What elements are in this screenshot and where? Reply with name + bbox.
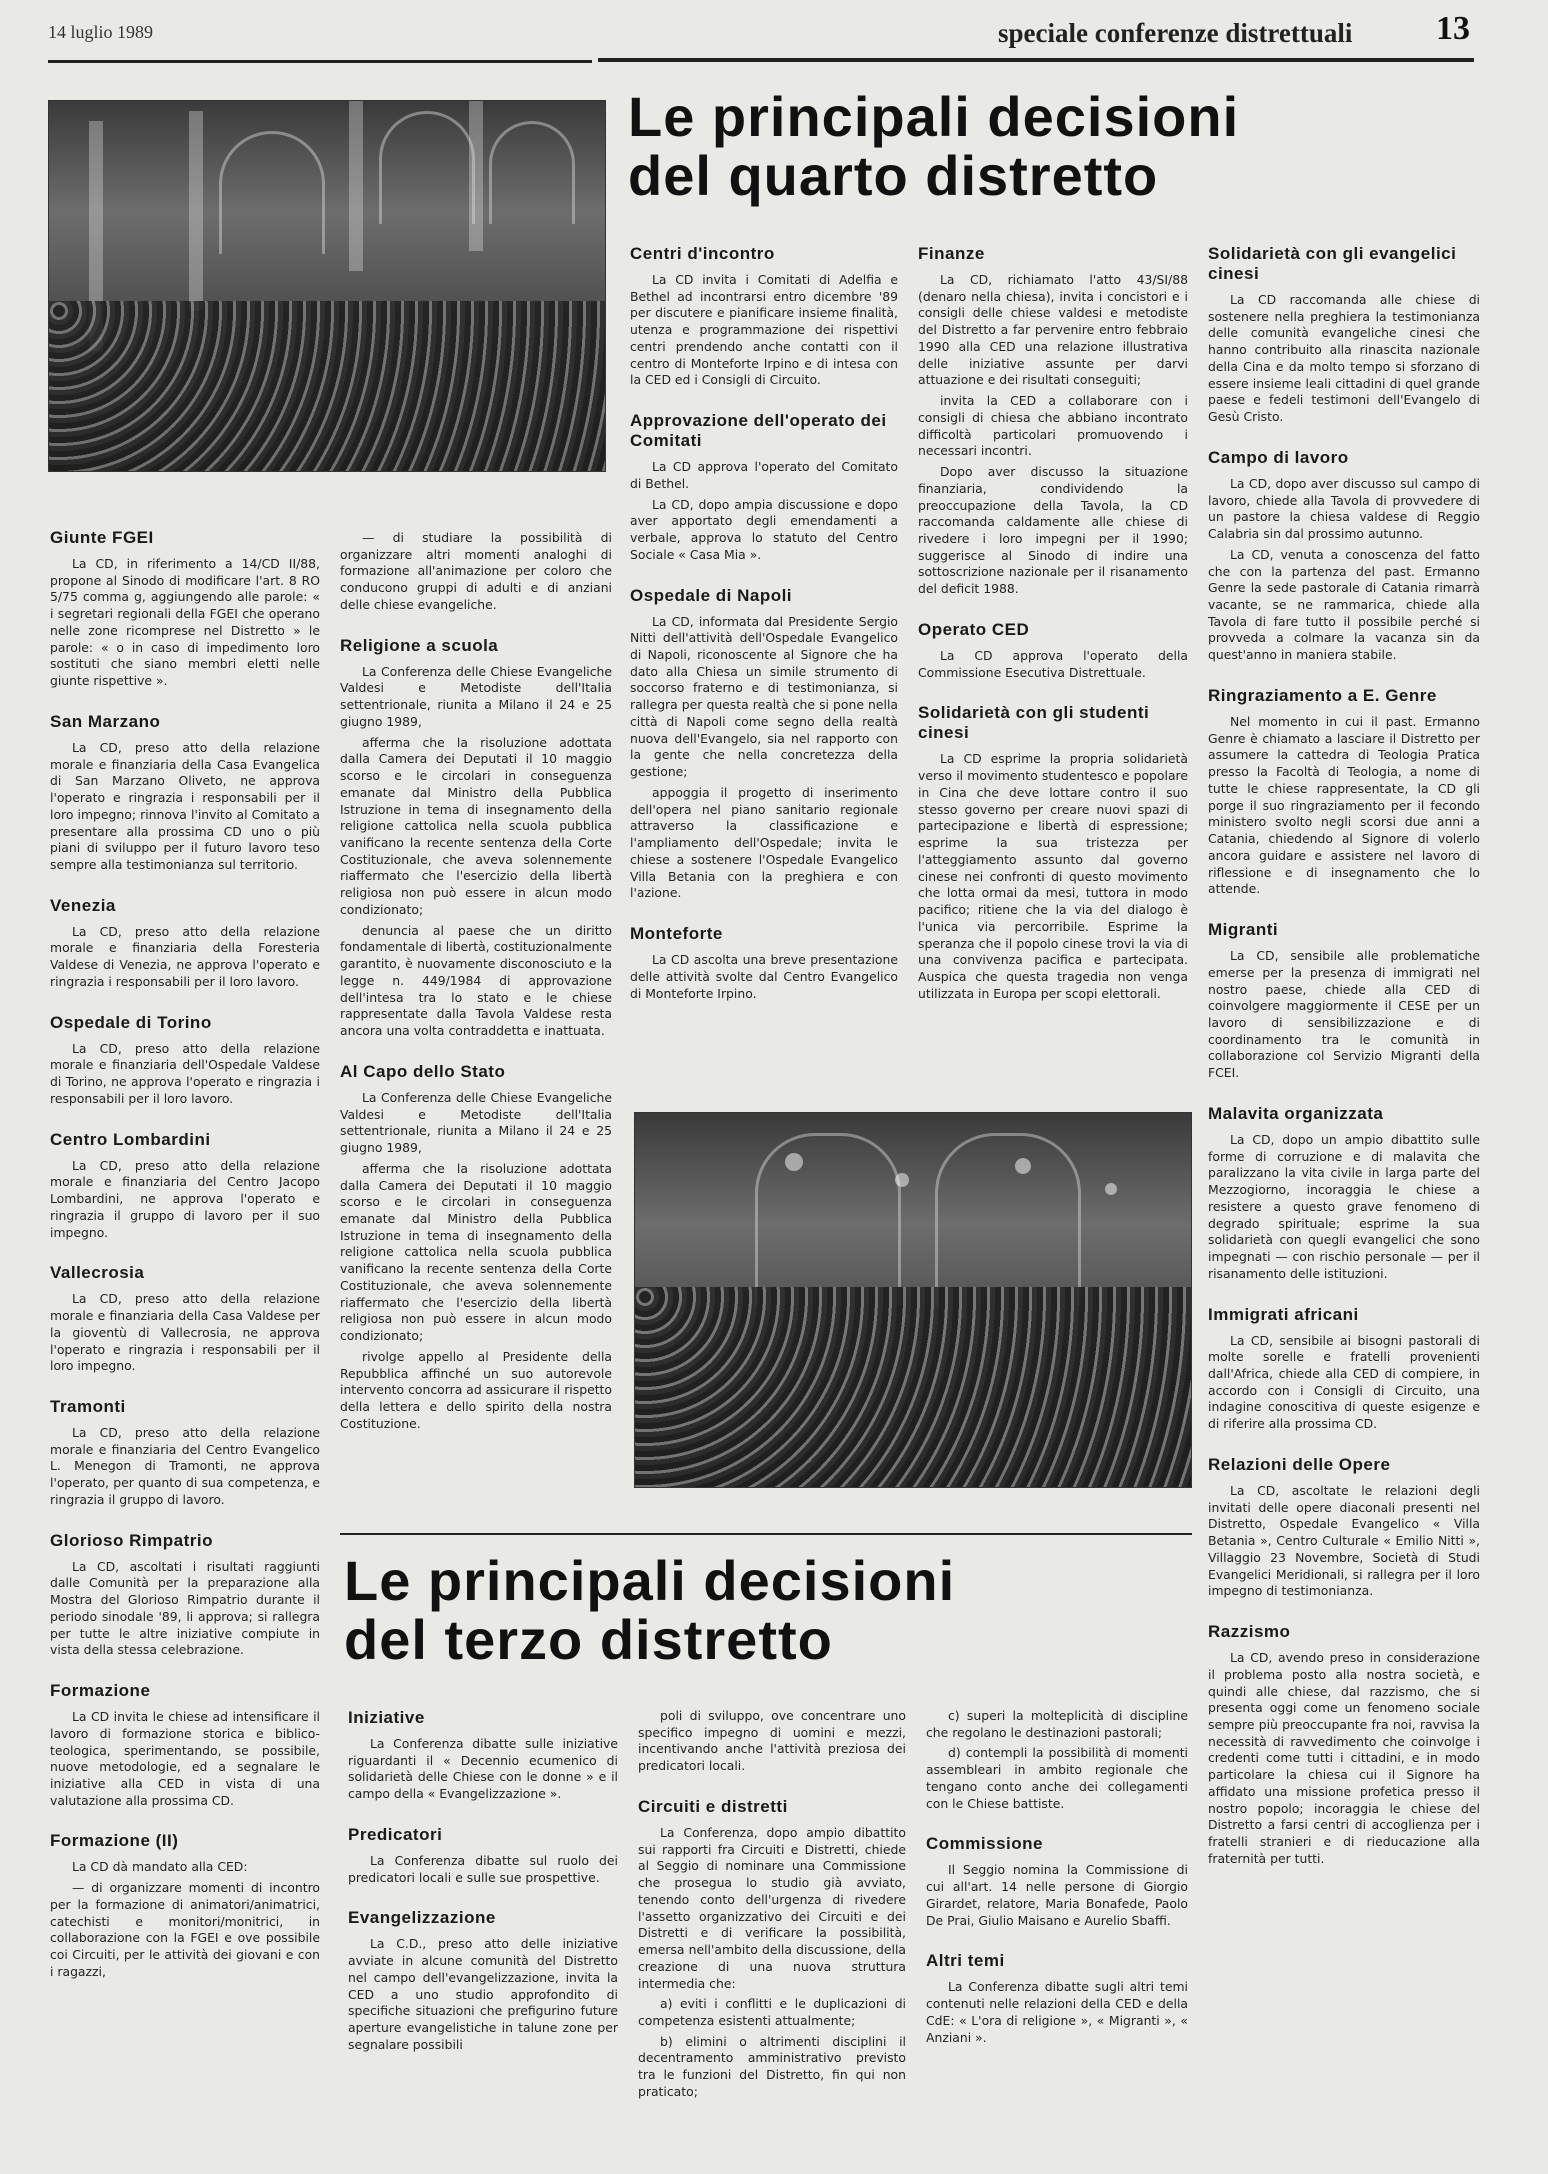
article-block [918,703,1188,1002]
article-paragraph: La CD, sensibile alle problematiche emerse per la presenza di immigrati nel nostro paese, chiede alla CED di coinvolgere maggiormente il CESE per un lavoro di sensibilizzazione e di coordinamento tra le comunità in collaborazione col Servizio Migranti della FCEI. [1208,948,1480,1081]
article-heading: Centro Lombardini [50,1129,211,1149]
article-heading: Solidarietà con gli evangelici cinesi [1208,244,1457,283]
article-paragraph: La CD, ascoltate le relazioni degli invitati delle opere diaconali presenti nel Distretto, Ospedale Evangelico « Villa Betania », Centro Culturale « Emilio Nitti », Villaggio 23 Novembre, Società di Studi Evangelici Meridionali, si rallegra per il loro impegno di testimonianza. [1208,1482,1480,1599]
column-1 [50,528,320,2003]
article-block [1208,1455,1480,1600]
article-block [926,1834,1188,1929]
article-block [630,244,898,389]
article-paragraph: La CD ascolta una breve presentazione delle attività svolte dal Centro Evangelico di Monteforte Irpino. [630,952,898,1001]
bottom-column-3 [926,1708,1188,2068]
column-2 [340,530,612,1455]
article-heading: Venezia [50,895,116,915]
article-paragraph: La CD, preso atto della relazione morale e finanziaria della Casa Evangelica di San Marzano Oliveto, ne approva l'operato e ringrazia i responsabili per il loro impegno; rinnova l'invito al Comitato a presentare alla prossima CD uno o più piani di sviluppo per il futuro lavoro teso sempre alla testimonianza sul territorio. [50,739,320,873]
article-heading: Giunte FGEI [50,528,154,547]
photo-church-interior [48,100,606,472]
article-block [926,1708,1188,1812]
article-paragraph: La CD invita i Comitati di Adelfia e Bethel ad incontrarsi entro dicembre '89 per discutere e pianificare insieme finalità, utenza e programmazione dei rispettivi centri prendendo anche contatti con il centro di Monteforte Irpino e di intesa con la CED ed i Consigli di Circuito. [630,272,898,388]
section-title: speciale conferenze distrettuali [998,18,1353,48]
article-paragraph: La CD approva l'operato della Commissione Esecutiva Distrettuale. [918,647,1188,680]
article-block [1208,920,1480,1082]
article-heading: Religione a scuola [340,635,499,655]
article-paragraph: La CD invita le chiese ad intensificare il lavoro di formazione storica e biblico-teologica, sperimentando, se possibile, nuove metodologie, ed a segnalare le iniziative alla CED in vista di una valutazione alla prossima CD. [50,1709,320,1808]
section-divider [340,1533,1192,1535]
article-paragraph: rivolge appello al Presidente della Repubblica affinché un suo autorevole intervento concorra ad assicurare il rispetto della lettera e dello spirito della nostra Costituzione. [340,1348,612,1431]
photo-congregation [634,1112,1192,1488]
article-paragraph: La CD, preso atto della relazione morale e finanziaria dell'Ospedale Valdese di Torino, ne approva l'operato e ringrazia i responsabili per il loro lavoro. [50,1040,320,1106]
article-paragraph: a) eviti i conflitti e le duplicazioni di competenza esistenti attualmente; [638,1996,906,2029]
article-block [918,620,1188,681]
header-rule-left [48,60,592,63]
article-block [50,896,320,991]
article-block [630,586,898,902]
article-heading: Operato CED [918,619,1030,639]
article-heading: Vallecrosia [50,1263,145,1283]
article-heading: Campo di lavoro [1208,447,1349,467]
article-paragraph: La Conferenza dibatte sul ruolo dei predicatori locali e sulle sue prospettive. [348,1852,618,1885]
article-heading: Predicatori [348,1824,443,1844]
article-paragraph: La CD, avendo preso in considerazione il problema posto alla nostra società, e quindi alle chiese, dal razzismo, che si presenta oggi come un fenomeno sociale sempre più preoccupante fra noi, ravvisa la necessità di ravvedimento che coinvolge i credenti come tutti i cittadini, e in modo particolare la chiesa cui il Signore ha affidato una missione profetica presso il nostro popolo; incoraggia le chiese del Distretto a farsi centri di accoglienza per i fratelli stranieri e di rieducazione alla fraternità per tutti. [1208,1650,1480,1866]
column-4 [918,244,1188,1024]
article-block [1208,686,1480,898]
article-heading: Al Capo dello Stato [340,1061,506,1081]
header-rule-right [598,58,1474,62]
article-block [1208,448,1480,664]
article-heading: Approvazione dell'operato dei Comitati [630,411,887,451]
article-paragraph: La Conferenza dibatte sugli altri temi contenuti nelle relazioni della CED e della CdE: « L'ora di religione », « Migranti », « Anziani ». [926,1979,1188,2045]
article-block [630,924,898,1002]
article-heading: Iniziative [348,1708,425,1727]
article-paragraph: afferma che la risoluzione adottata dalla Camera dei Deputati il 10 maggio scorso e le circolari in conseguenza emanate dal Ministro della Pubblica Istruzione in tema di insegnamento della religione cattolica nella scuola pubblica vanificano la recente sentenza della Corte Costituzionale, che aveva solennemente riaffermato che l'esercizio della libertà religiosa non può essere in alcun modo condizionato; [340,734,612,917]
headline-third-line2: del terzo distretto [344,1607,833,1671]
article-heading: San Marzano [50,711,161,731]
article-block [638,1797,906,2101]
article-paragraph: Dopo aver discusso la situazione finanziaria, condividendo la preoccupazione della Tavola, la CD raccomanda caldamente alle chiese di rivedere i loro impegni per il 1990; suggerisce al Sinodo di indire una sottoscrizione nazionale per il risanamento del deficit 1988. [918,464,1188,597]
article-block [50,1263,320,1375]
article-heading: Migranti [1208,920,1279,940]
article-heading: Immigrati africani [1208,1304,1359,1324]
article-paragraph: La CD, preso atto della relazione morale e finanziaria del Centro Jacopo Lombardini, ne approva l'operato e ringrazia il gruppo di lavoro per il suo impegno. [50,1157,320,1240]
article-block [348,1825,618,1886]
article-block [630,411,898,563]
article-block [50,528,320,690]
article-paragraph: La CD, preso atto della relazione morale e finanziaria della Casa Valdese per la gioventù di Vallecrosia, ne approva l'operato e ringrazia i responsabili per il loro impegno. [50,1291,320,1374]
article-paragraph: — di organizzare momenti di incontro per la formazione di animatori/animatrici, catechisti e monitori/monitrici, in collaborazione con la FGEI e ove possibile coi Circuiti, per le attività dei giovani e con i ragazzi, [50,1880,320,1979]
article-heading: Malavita organizzata [1208,1103,1384,1123]
article-paragraph: c) superi la molteplicità di discipline che regolano le destinazioni pastorali; [926,1708,1188,1740]
article-paragraph: La Conferenza delle Chiese Evangeliche Valdesi e Metodiste dell'Italia settentrionale, riunita a Milano il 24 e 25 giugno 1989, [340,1089,612,1156]
article-paragraph: — di studiare la possibilità di organizzare altri momenti analoghi di formazione all'animazione per coloro che conducono gruppi di adulti e di anziani delle chiese evangeliche. [340,530,612,612]
article-block [348,1908,618,2053]
article-block [926,1951,1188,2046]
article-paragraph: La CD raccomanda alle chiese di sostenere nella preghiera la testimonianza delle comunità evangeliche cinesi che hanno contribuito alla rinascita nazionale della Cina e da molto tempo si sforzano di essere insieme leali cittadini di quel grande paese e fedeli testimoni dell'Evangelo di Gesù Cristo. [1208,292,1480,425]
article-block [50,712,320,874]
headline-fourth-line2: del quarto distretto [628,143,1159,207]
article-paragraph: La CD, venuta a conoscenza del fatto che con la partenza del past. Ermanno Genre la sede pastorale di Catania rimarrà vacante, se ne rammarica, chiede alla Tavola di fare tutto il possibile perché si provveda a colmare la vacanza sin da quest'anno in maniera stabile. [1208,546,1480,663]
article-heading: Ospedale di Napoli [630,585,793,605]
article-paragraph: La CD, dopo aver discusso sul campo di lavoro, chiede alla Tavola di provvedere di un pastore la chiesa valdese di Reggio Calabria sin dal prossimo autunno. [1208,475,1480,542]
article-paragraph: La C.D., preso atto delle iniziative avviate in alcune comunità del Distretto nel campo dell'evangelizzazione, invita la CED a uno studio approfondito di specifiche situazioni che prefigurino future aperture evangelistiche in talune zone per segnalare possibili [348,1936,618,2052]
article-heading: Centri d'incontro [630,244,775,263]
bottom-column-1 [348,1708,618,2076]
article-paragraph: La CD, sensibile ai bisogni pastorali di molte sorelle e fratelli provenienti dall'Africa, chiede alla CED di compiere, in accordo con i Consigli di Circuito, una indagine conoscitiva di queste esigenze e di riferire alla prossima CD. [1208,1332,1480,1432]
article-heading: Circuiti e distretti [638,1796,788,1816]
article-paragraph: La CD, preso atto della relazione morale e finanziaria della Foresteria Valdese di Venezia, ne approva l'operato e ringrazia i responsabili per il loro lavoro. [50,923,320,989]
column-3 [630,244,898,1024]
article-heading: Formazione (II) [50,1831,179,1851]
article-block [50,1397,320,1509]
bottom-column-2 [638,1708,906,2123]
article-paragraph: d) contempli la possibilità di momenti assembleari in ambito regionale che tengano conto anche dei collegamenti con le Chiese battiste. [926,1745,1188,1811]
article-block [50,1831,320,1980]
headline-fourth-district [628,85,1448,207]
article-paragraph: La CD, preso atto della relazione morale e finanziaria del Centro Evangelico L. Menegon di Tramonti, ne approva l'operato, per quanto di sua competenza, e ringrazia il gruppo di lavoro. [50,1424,320,1507]
headline-third-district [344,1549,1204,1671]
article-paragraph: La Conferenza, dopo ampio dibattito sui rapporti fra Circuiti e Distretti, chiede al Seggio di nominare una Commissione che prosegua lo studio già avviato, tenendo conto dell'urgenza di rivedere l'assetto organizzativo dei Circuiti e dei Distretti e di verificare la possibilità, emersa nell'ambito della discussione, della creazione di una nuova struttura intermedia che: [638,1824,906,1991]
article-paragraph: appoggia il progetto di inserimento dell'opera nel piano sanitario regionale attraverso la classificazione e l'ampliamento dell'Ospedale; invita le chiese a sostenere l'Ospedale Evangelico Villa Betania con la preghiera e con l'azione. [630,784,898,901]
article-heading: Formazione [50,1681,151,1701]
article-paragraph: poli di sviluppo, ove concentrare uno specifico impegno di uomini e mezzi, incentivando anche l'attività preziosa dei predicatori locali. [638,1708,906,1774]
article-paragraph: La CD, in riferimento a 14/CD II/88, propone al Sinodo di modificare l'art. 8 RO 5/75 comma g, aggiungendo alle parole: « i segretari regionali della FGEI che operano nelle zone ricomprese nel Distretto » le parole: « o in caso di impedimento loro sostituti che siano membri eletti nelle giunte rispettive ». [50,556,320,689]
article-paragraph: La Conferenza delle Chiese Evangeliche Valdesi e Metodiste dell'Italia settentrionale, riunita a Milano il 24 e 25 giugno 1989, [340,663,612,729]
article-heading: Glorioso Rimpatrio [50,1530,213,1550]
article-heading: Ospedale di Torino [50,1012,212,1032]
article-heading: Ringraziamento a E. Genre [1208,685,1437,705]
column-5 [1208,244,1480,1890]
article-heading: Tramonti [50,1396,126,1416]
article-paragraph: La CD approva l'operato del Comitato di Bethel. [630,459,898,491]
article-paragraph: La CD dà mandato alla CED: [72,1859,248,1875]
article-paragraph: La CD, informata dal Presidente Sergio Nitti dell'attività dell'Ospedale Evangelico di Napoli, riconoscente al Signore che ha dato alla Chiesa un simile strumento di soccorso fraterno e di testimonianza, si rallegra per questa realtà che si pone nella città di Napoli come segno della realtà nuova dell'Evangelo, sia nel rapporto con la gente che nella concretezza della gestione; [630,613,898,780]
headline-third-line1: Le principali decisioni [344,1549,956,1612]
article-heading: Altri temi [926,1951,1005,1971]
article-block [348,1708,618,1803]
article-block [50,1681,320,1809]
article-paragraph: La CD, richiamato l'atto 43/SI/88 (denaro nella chiesa), invita i concistori e i consigli delle chiese valdesi e metodiste del Distretto a far pervenire entro febbraio 1990 alla CED una relazione illustrativa delle iniziative assunte per darvi attuazione e dei risultati conseguiti; [918,272,1188,388]
article-paragraph: Il Seggio nomina la Commissione di cui all'art. 14 nelle persone di Giorgio Girardet, relatore, Maria Bonafede, Paolo De Prai, Giulio Maisano e Aurelio Sbaffi. [926,1862,1188,1928]
article-block [1208,244,1480,426]
article-block [1208,1305,1480,1433]
article-paragraph: denuncia al paese che un diritto fondamentale di libertà, costituzionalmente garantito, è nuovamente disconosciuto e la legge n. 449/1984 di approvazione dell'intesa tra lo stato e le chiese rappresentate dalla Tavola Valdese resta ancora una volta contraddetta e inattuata. [340,922,612,1039]
article-paragraph: La CD, ascoltati i risultati raggiunti dalle Comunità per la preparazione alla Mostra del Glorioso Rimpatrio durante il periodo sinodale '89, li approva; si rallegra per tutte le altre iniziative compiute in vista della stessa celebrazione. [50,1558,320,1658]
article-block [340,1062,612,1433]
headline-fourth-line1: Le principali decisioni [628,85,1240,148]
article-heading: Evangelizzazione [348,1908,496,1928]
article-paragraph: La CD esprime la propria solidarietà verso il movimento studentesco e popolare in Cina che deve lottare contro il suo stesso governo per creare nuovi spazi di partecipazione e libertà di espressione; esprime la sua tristezza per l'atteggiamento assunto dal governo cinese nei confronti di questo movimento che lotta ormai da mesi, tuttora in modo pacifico; ritiene che la via del dialogo è l'unica via percorribile. Esprime la speranza che il popolo cinese trovi la via di una convivenza pacifica e partecipata. Auspica che questa tragedia non venga utilizzata in Europa per scopi elettorali. [918,751,1188,1001]
article-block [340,530,612,614]
article-paragraph: b) elimini o altrimenti disciplini il decentramento amministrativo previsto tra le funzioni del Distretto, fin qui non praticato; [638,2033,906,2099]
article-heading: Finanze [918,244,985,263]
article-paragraph: La CD, dopo un ampio dibattito sulle forme di corruzione e di malavita che paralizzano la vita civile in larga parte del Mezzogiorno, incoraggia le chiese a resistere a questo grave fenomeno di degrado spirituale; esprime la sua solidarietà con quegli evangelici che sono impegnati — con rischio personale — per il risanamento delle istituzioni. [1208,1131,1480,1281]
article-paragraph: afferma che la risoluzione adottata dalla Camera dei Deputati il 10 maggio scorso e le circolari in conseguenza emanate dal Ministro della Pubblica Istruzione in tema di insegnamento della religione cattolica nella scuola pubblica vanificano la recente sentenza della Corte Costituzionale, che aveva solennemente riaffermato che l'esercizio della libertà religiosa non può essere in alcun modo condizionato; [340,1160,612,1344]
article-block [50,1531,320,1659]
page-number: 13 [1436,10,1470,47]
article-heading: Solidarietà con gli studenti cinesi [918,703,1150,743]
article-block [638,1708,906,1775]
article-heading: Relazioni delle Opere [1208,1454,1391,1474]
article-block [50,1013,320,1108]
article-block [50,1130,320,1242]
article-heading: Razzismo [1208,1622,1291,1642]
article-block [1208,1622,1480,1868]
article-block [918,244,1188,598]
article-paragraph: Nel momento in cui il past. Ermanno Genre è chiamato a lasciare il Distretto per assumere la cattedra di Teologia Pratica presso la Facoltà di Teologia, a nome di tutte le chiese rappresentate, la CD gli porge il suo ringraziamento per il fecondo ministero svolto negli scorsi due anni a Catania, chiedendo al Signore di volerlo ancora guidare e assistere nel lavoro di riflessione e di insegnamento che lo attende. [1208,713,1480,897]
issue-date: 14 luglio 1989 [48,22,154,42]
article-block [1208,1104,1480,1283]
article-block [340,636,612,1040]
article-paragraph: La CD, dopo ampia discussione e dopo aver apportato degli emendamenti a verbale, approva lo statuto del Centro Sociale « Casa Mia ». [630,496,898,562]
article-heading: Monteforte [630,924,723,944]
article-heading: Commissione [926,1834,1043,1854]
article-paragraph: La Conferenza dibatte sulle iniziative riguardanti il « Decennio ecumenico di solidarietà delle Chiese con le donne » e il campo della « Evangelizzazione ». [348,1736,618,1802]
article-paragraph: invita la CED a collaborare con i consigli di chiesa che abbiano incontrato difficoltà particolari promuovendo i necessari incontri. [918,393,1188,459]
